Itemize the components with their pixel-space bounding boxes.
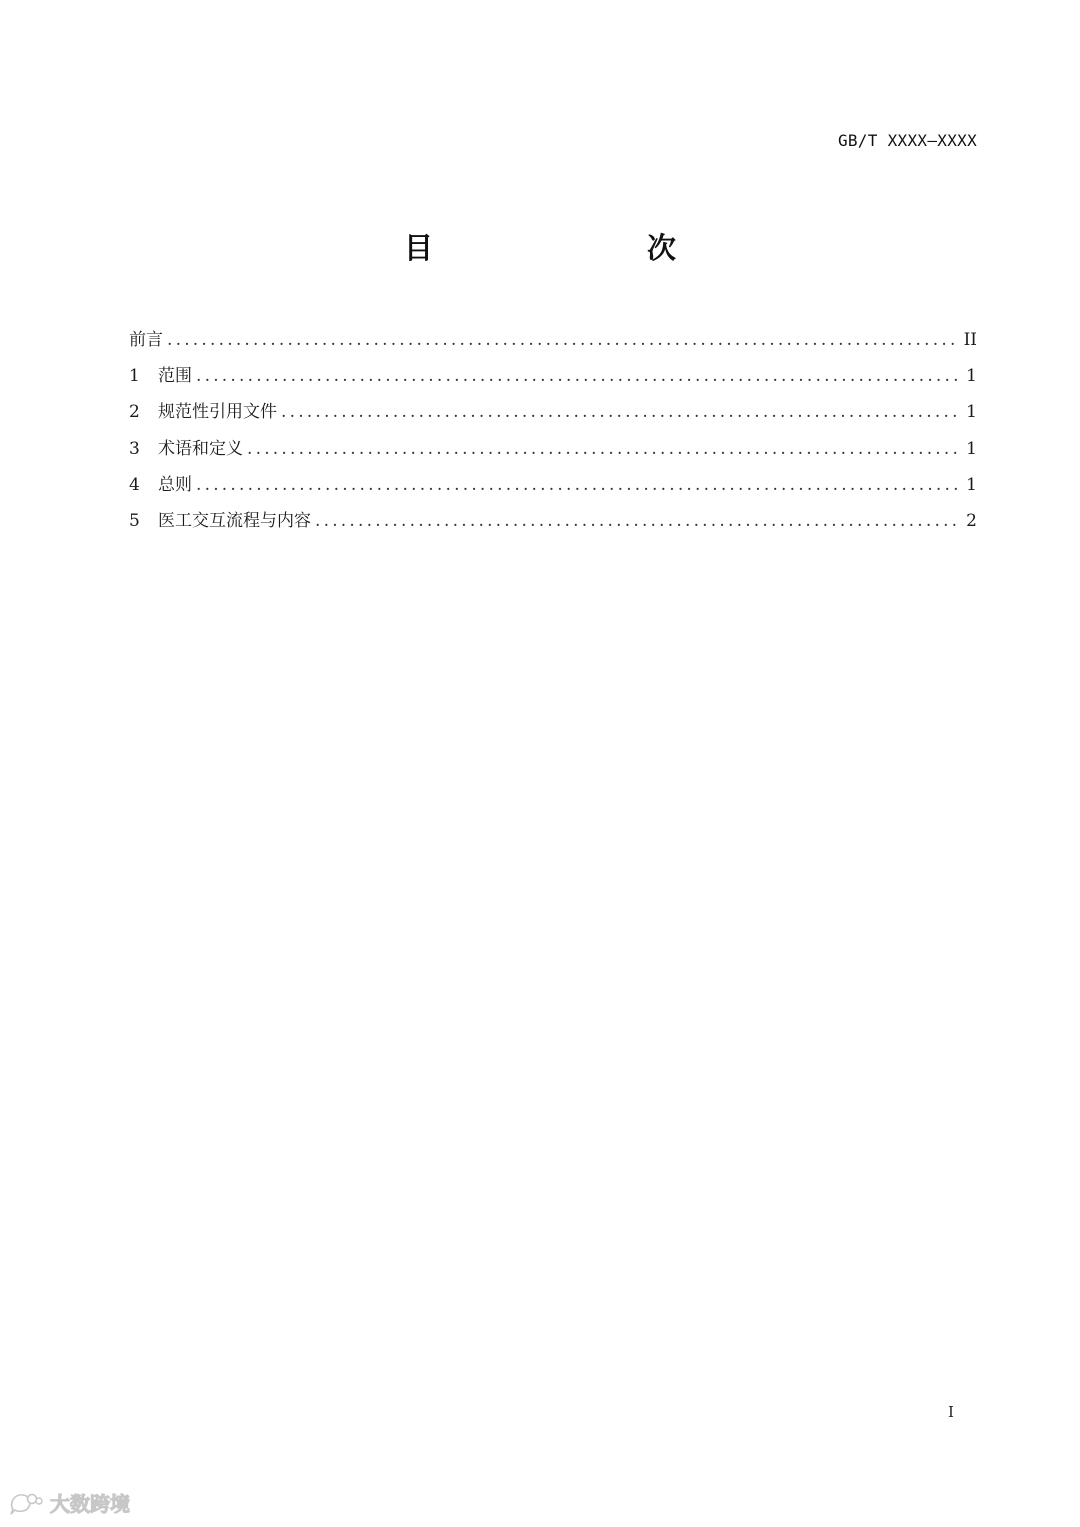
toc-entry-title: 医工交互流程与内容 — [158, 510, 311, 531]
toc-entry-number: 5 — [129, 510, 140, 531]
toc-dot-leader — [315, 503, 960, 539]
toc-entry-page: 1 — [966, 366, 977, 387]
toc-dot-leader — [247, 431, 960, 467]
standard-code: GB/T XXXX—XXXX — [837, 131, 977, 150]
watermark-text: 大数跨境 — [50, 1492, 130, 1516]
page-title: 目 次 — [403, 231, 728, 265]
toc-entry-general[interactable] — [129, 467, 977, 503]
toc-entry-scope[interactable] — [129, 358, 977, 394]
page-number: I — [948, 1403, 954, 1421]
toc-entry-number: 2 — [129, 402, 140, 423]
toc-entry-normative-references[interactable] — [129, 394, 977, 430]
toc-entry-number: 3 — [129, 438, 140, 459]
toc-entry-title: 前言 — [129, 330, 163, 350]
bubble-logo-icon — [8, 1490, 44, 1516]
watermark — [8, 1488, 130, 1517]
toc-entry-title: 总则 — [158, 474, 192, 495]
toc-entry-title: 术语和定义 — [158, 438, 243, 459]
toc-entry-preface[interactable] — [129, 322, 977, 358]
toc-dot-leader — [196, 358, 960, 394]
toc-entry-page: 1 — [966, 438, 977, 459]
table-of-contents — [129, 322, 977, 539]
toc-dot-leader — [167, 322, 958, 358]
toc-entry-page: 1 — [966, 474, 977, 495]
toc-entry-number: 4 — [129, 474, 140, 495]
toc-entry-terms-definitions[interactable] — [129, 431, 977, 467]
toc-dot-leader — [281, 394, 960, 430]
toc-entry-title: 范围 — [158, 366, 192, 387]
toc-dot-leader — [196, 467, 960, 503]
toc-entry-number: 1 — [129, 366, 140, 387]
toc-entry-page: II — [963, 330, 977, 350]
toc-entry-title: 规范性引用文件 — [158, 402, 277, 423]
toc-entry-page: 2 — [966, 510, 977, 531]
toc-entry-interaction-process[interactable] — [129, 503, 977, 539]
toc-entry-page: 1 — [966, 402, 977, 423]
